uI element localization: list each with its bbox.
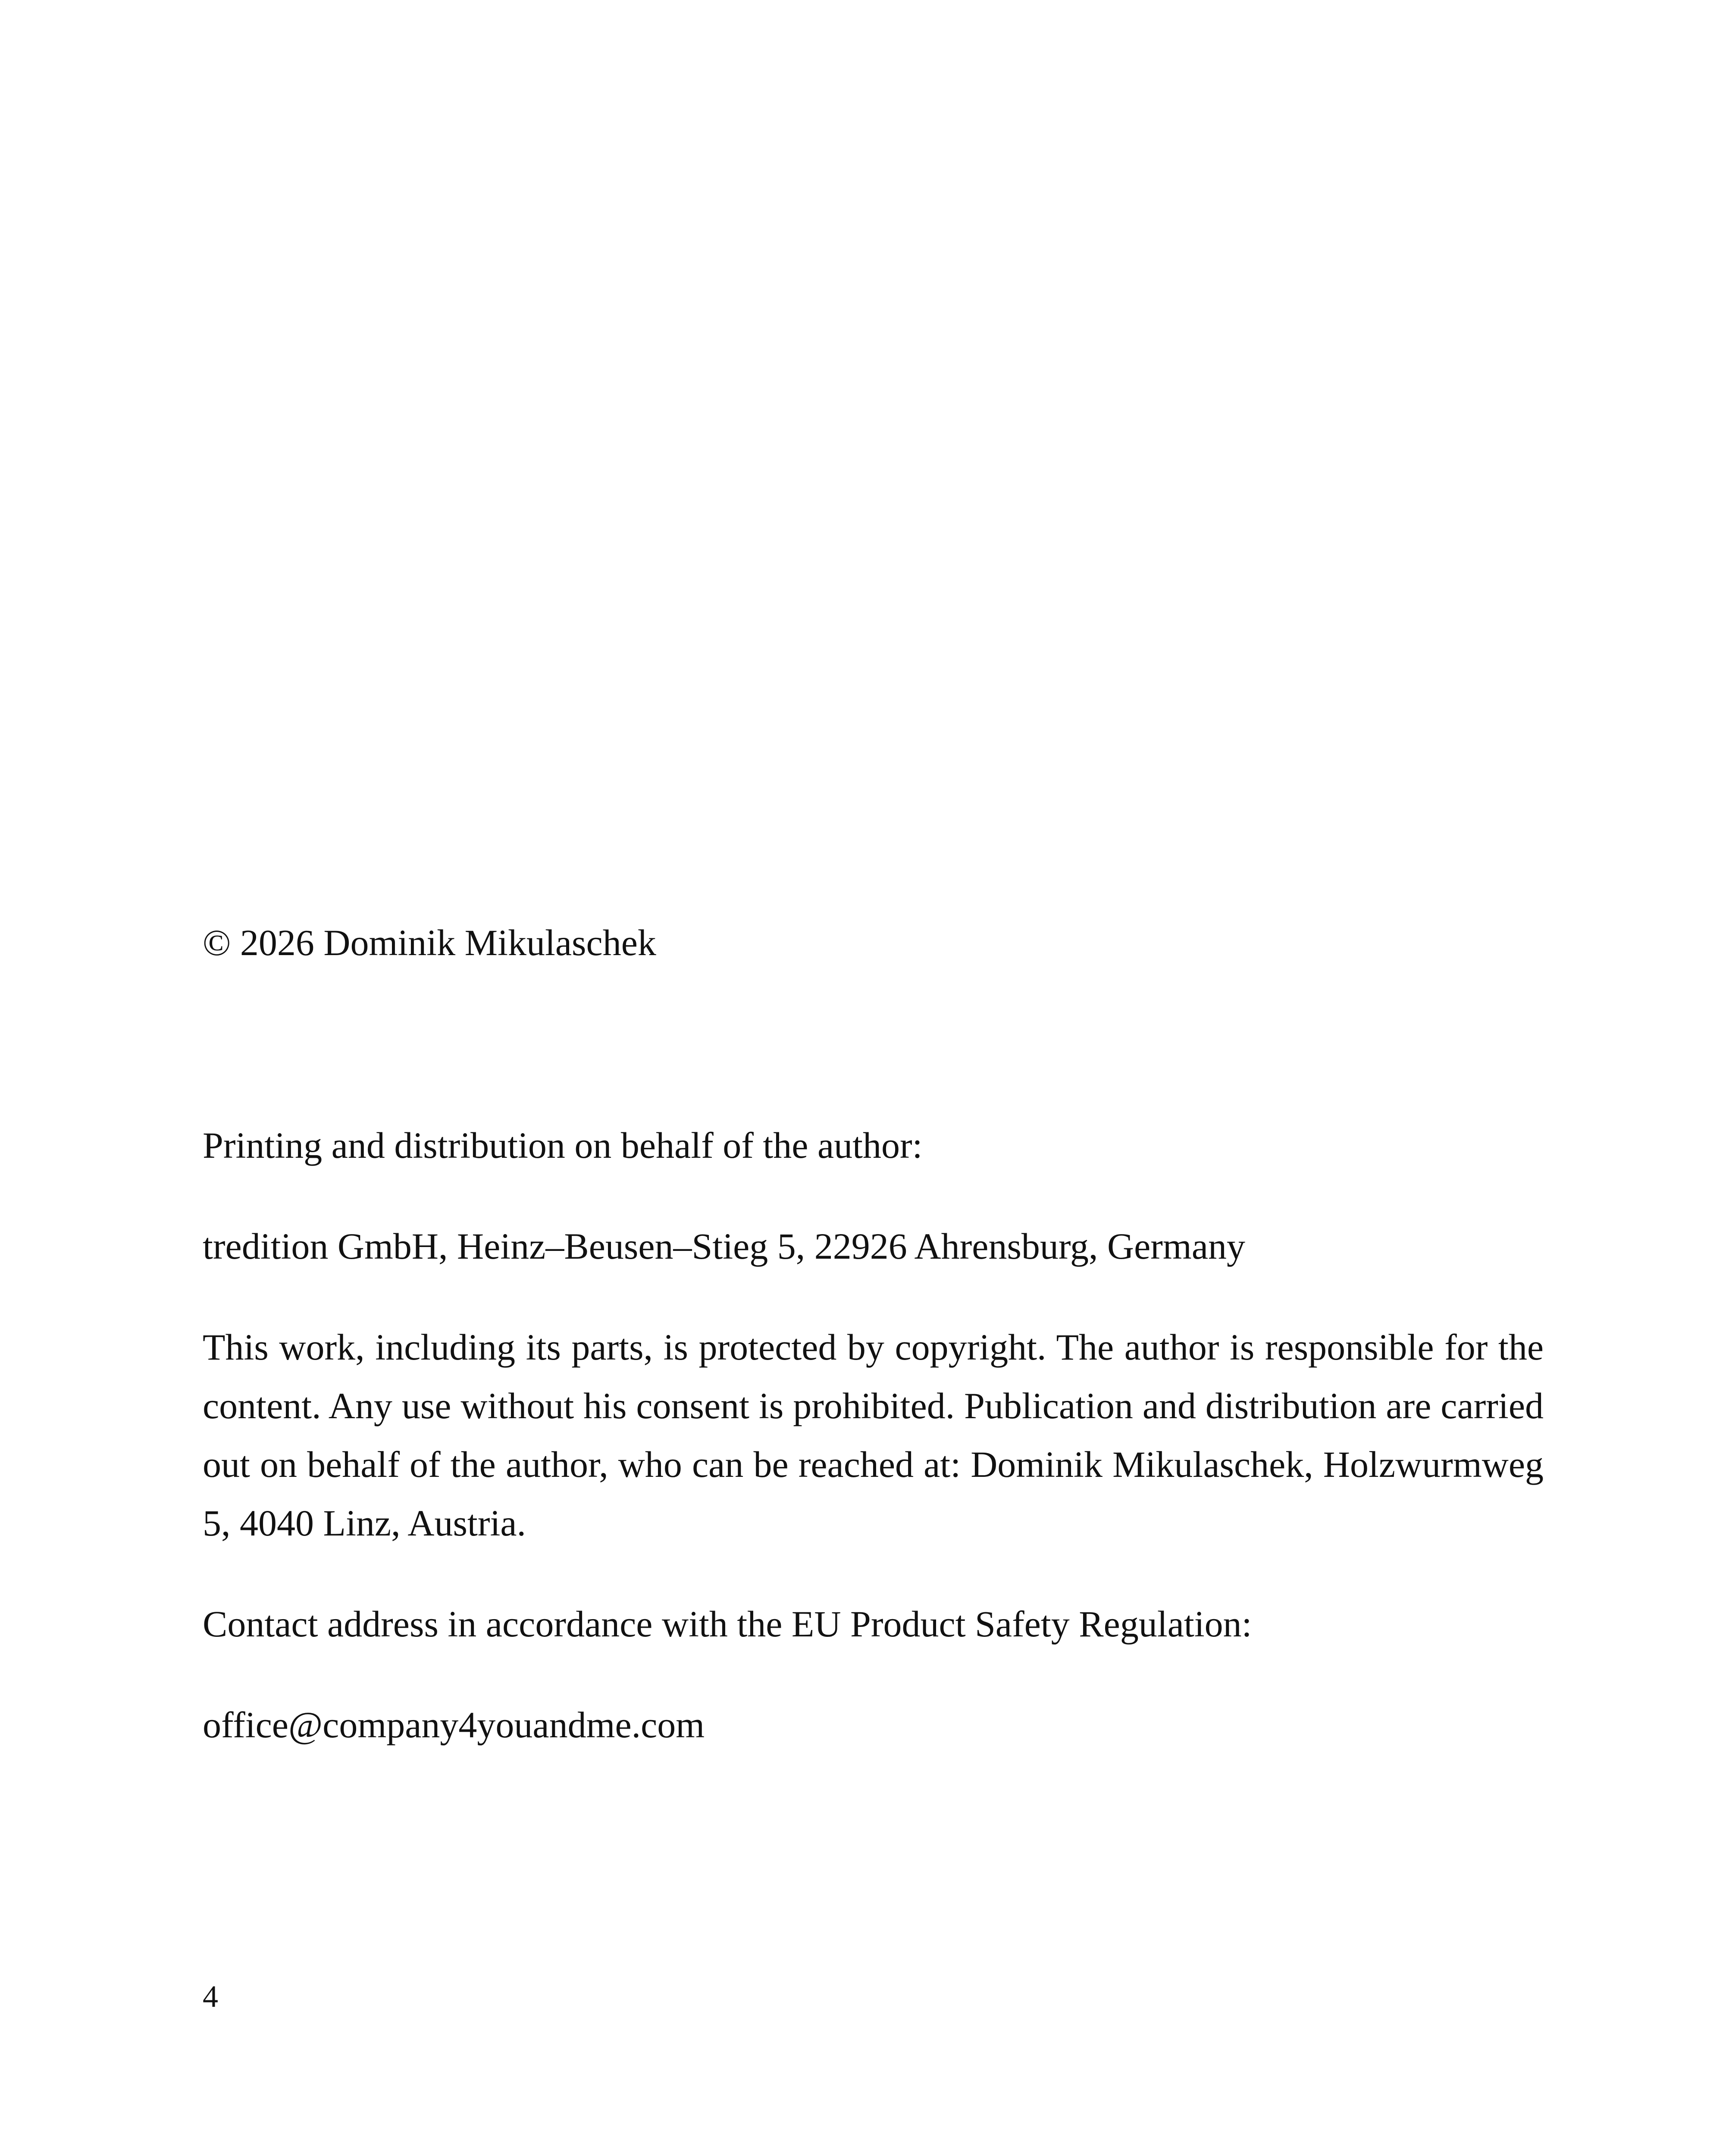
- contact-address-label: Contact address in accordance with the EU Product Safety Regulation:: [203, 1603, 1252, 1645]
- printing-distribution-note: Printing and distribution on behalf of the author:: [203, 1125, 923, 1166]
- copyright-notice-paragraph: This work, including its parts, is protected by copyright. The author is responsible for the content. Any use without his consent is prohibited. Publication and distribution are carried out on behalf of the author, who can be reached at: Dominik Mikulaschek, Holzwurmweg 5, 4040 Linz, Austria.: [203, 1326, 1544, 1544]
- contact-email: office@company4youandme.com: [203, 1704, 705, 1745]
- copyright-line: © 2026 Dominik Mikulaschek: [203, 922, 656, 963]
- page-number: 4: [203, 1979, 218, 2014]
- publisher-address: tredition GmbH, Heinz–Beusen–Stieg 5, 22926 Ahrensburg, Germany: [203, 1225, 1245, 1267]
